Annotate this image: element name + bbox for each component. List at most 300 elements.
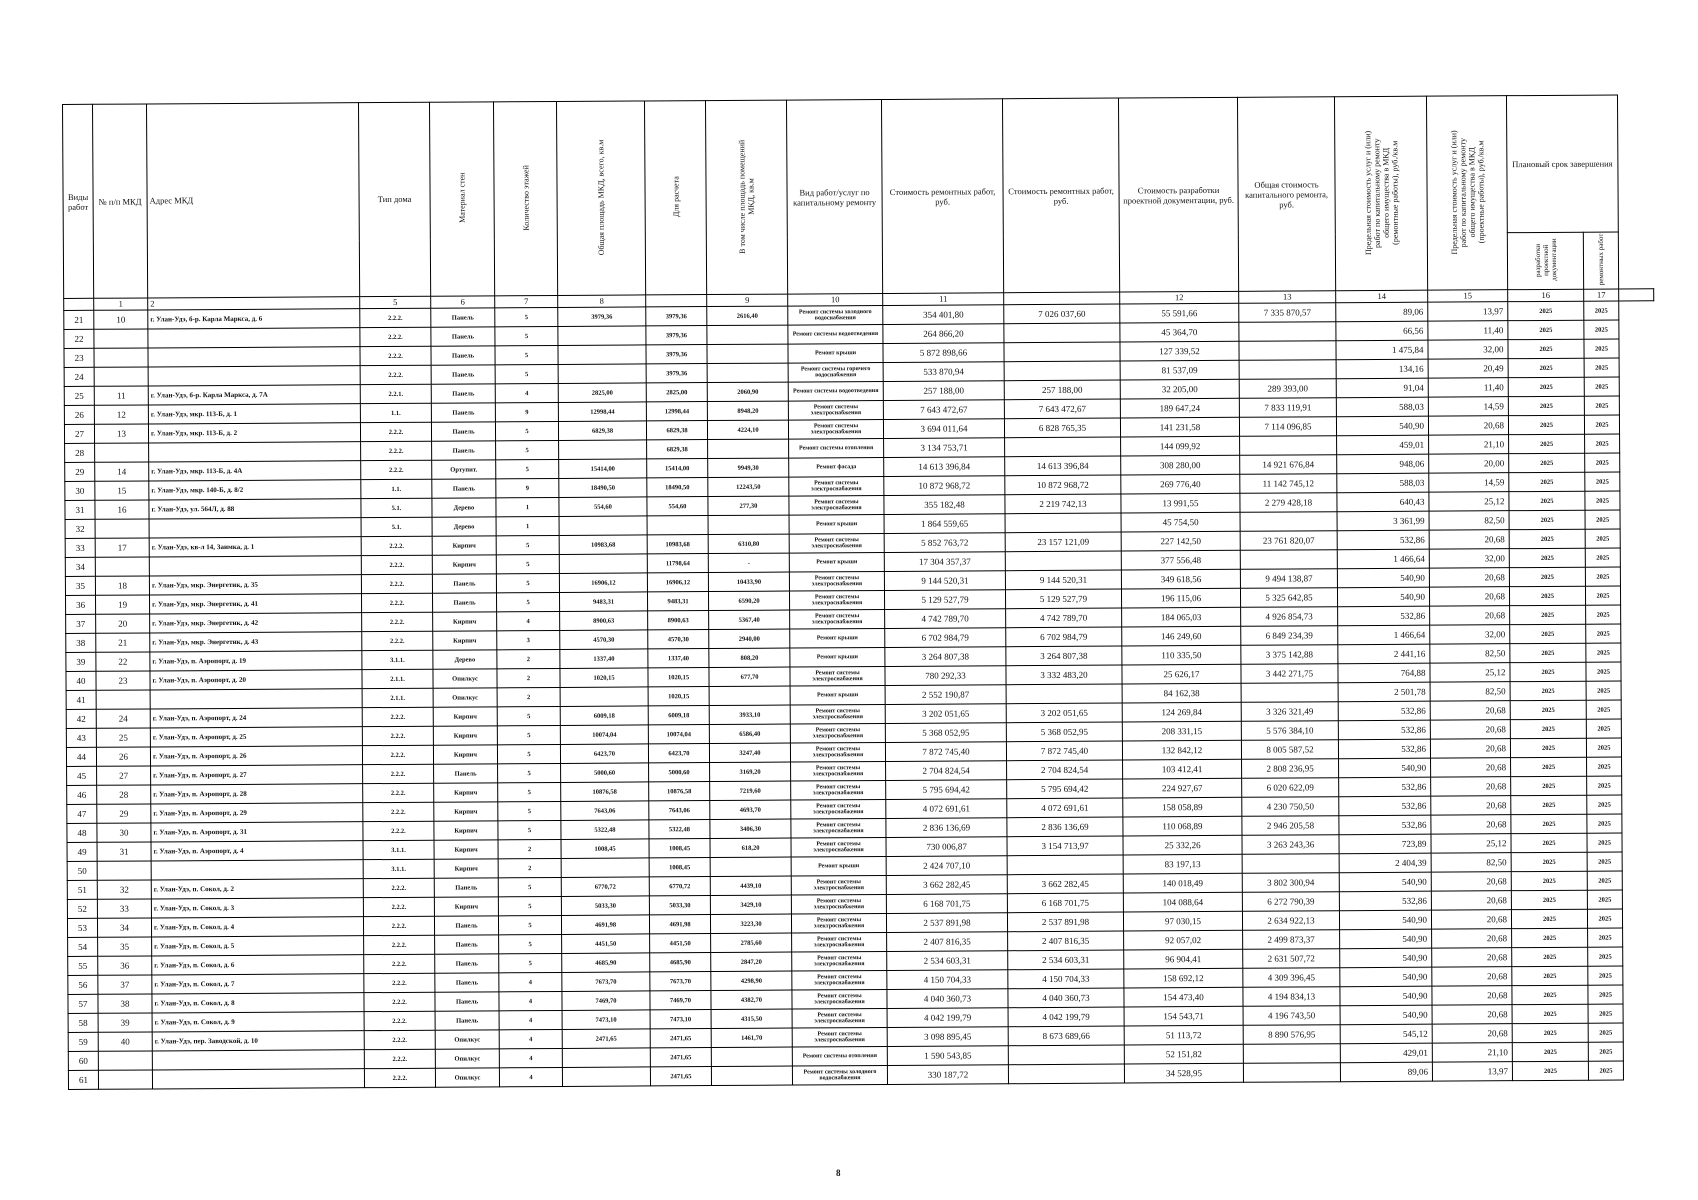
- work-type: Ремонт системы электроснабжения: [791, 780, 886, 800]
- total-cost: 6 849 234,39: [1241, 626, 1338, 646]
- address: г. Улан-Удэ, п. Сокол, д. 2: [151, 879, 363, 899]
- deadline-repair: 2025: [1584, 377, 1619, 396]
- total-cost: [1239, 322, 1336, 342]
- premises-area: [707, 344, 788, 363]
- deadline-design: 2025: [1512, 966, 1588, 985]
- repair-cost: 5 129 527,79: [884, 590, 1005, 610]
- floors: 5: [498, 820, 561, 839]
- wall-material: Кирпич: [434, 897, 498, 916]
- premises-area: 4298,90: [711, 971, 792, 990]
- deadline-design: 2025: [1512, 985, 1588, 1004]
- deadline-repair: 2025: [1585, 491, 1620, 510]
- work-type: Ремонт системы электроснабжения: [792, 989, 887, 1009]
- address: [149, 518, 361, 538]
- total-area: 1020,15: [560, 668, 648, 688]
- wall-material: Кирпич: [434, 821, 498, 840]
- address: г. Улан-Удэ, п. Аэропорт, д. 27: [151, 765, 363, 785]
- repair-cost-total: 7 872 745,40: [1006, 741, 1122, 761]
- repair-cost: 533 870,94: [883, 362, 1004, 382]
- design-cost: 13 991,55: [1121, 493, 1240, 513]
- deadline-design: 2025: [1512, 1004, 1588, 1023]
- building-number: 28: [97, 785, 151, 804]
- total-area: 10876,58: [561, 782, 649, 802]
- wall-material: Панель: [435, 935, 499, 954]
- calc-area: 1337,40: [648, 649, 709, 668]
- design-cost: 224 927,67: [1123, 778, 1242, 798]
- row-number: 53: [67, 918, 97, 937]
- work-type: Ремонт системы отопления: [792, 1046, 887, 1066]
- wall-material: Кирпич: [432, 555, 496, 574]
- floors: 1: [496, 516, 559, 535]
- row-number: 24: [64, 367, 94, 386]
- repair-cost-total: 6 168 701,75: [1007, 893, 1123, 913]
- repair-cost: 10 872 968,72: [884, 476, 1005, 496]
- calc-area: 4691,98: [649, 915, 710, 934]
- total-area: 8900,63: [560, 611, 648, 631]
- design-cost: 25 626,17: [1122, 664, 1241, 684]
- house-type: 3.1.1.: [363, 859, 434, 878]
- total-area: 10074,04: [560, 725, 648, 745]
- work-type: Ремонт системы электроснабжения: [792, 951, 887, 971]
- design-cost: 25 332,26: [1123, 835, 1242, 855]
- row-number: 26: [64, 405, 94, 424]
- row-number: 55: [68, 956, 98, 975]
- building-number: [98, 1070, 152, 1089]
- header-house-type: Тип дома: [358, 102, 430, 296]
- floors: 5: [496, 440, 559, 459]
- repair-cost: 4 072 691,61: [886, 799, 1007, 819]
- wall-material: Опилкус: [435, 1068, 499, 1087]
- deadline-design: 2025: [1508, 415, 1584, 434]
- house-type: 2.2.2.: [362, 707, 433, 726]
- design-cost: 158 058,89: [1123, 797, 1242, 817]
- total-cost: [1239, 360, 1336, 380]
- address: г. Улан-Удэ, мкр. Энергетик, д. 41: [150, 594, 362, 614]
- address: [148, 366, 360, 386]
- row-number: 35: [65, 576, 95, 595]
- header-row: [63, 95, 1654, 242]
- premises-area: [710, 857, 791, 876]
- repair-cost-total: 3 662 282,45: [1007, 874, 1123, 894]
- house-type: 2.2.2.: [364, 1049, 435, 1068]
- work-type: Ремонт системы электроснабжения: [790, 704, 885, 724]
- row-number: 43: [66, 728, 96, 747]
- limit-repair: 2 501,78: [1338, 682, 1430, 702]
- wall-material: Кирпич: [434, 840, 498, 859]
- house-type: 2.2.2.: [363, 916, 434, 935]
- repair-cost: 3 694 011,64: [883, 419, 1004, 439]
- row-number: 51: [67, 880, 97, 899]
- building-number: 26: [96, 747, 150, 766]
- house-type: 2.2.2.: [363, 764, 434, 783]
- repair-cost-total: 6 828 765,35: [1004, 418, 1120, 438]
- building-number: 34: [97, 918, 151, 937]
- row-number: 49: [67, 842, 97, 861]
- limit-repair: 540,90: [1339, 910, 1431, 930]
- repair-cost-total: 2 836 136,69: [1007, 817, 1123, 837]
- address: г. Улан-Удэ, п. Сокол, д. 3: [151, 898, 363, 918]
- building-number: 12: [94, 405, 148, 424]
- total-area: 7673,70: [562, 972, 650, 992]
- col-number: 10: [788, 293, 883, 306]
- total-cost: 6 020 622,09: [1242, 778, 1339, 798]
- deadline-design: 2025: [1508, 339, 1584, 358]
- wall-material: Дерево: [433, 650, 497, 669]
- premises-area: -: [708, 553, 789, 572]
- repair-cost-total: [1007, 855, 1123, 875]
- limit-design: 13,97: [1432, 1062, 1512, 1081]
- premises-area: 4315,50: [711, 1009, 792, 1028]
- building-number: [94, 329, 148, 348]
- floors: 5: [498, 782, 561, 801]
- calc-area: 18490,50: [647, 478, 708, 497]
- house-type: 2.2.2.: [362, 612, 433, 631]
- premises-area: 618,20: [710, 838, 791, 857]
- floors: 5: [499, 953, 562, 972]
- calc-area: 2471,65: [650, 1067, 711, 1086]
- house-type: 1.1.: [361, 479, 432, 498]
- wall-material: Панель: [435, 992, 499, 1011]
- deadline-repair: 2025: [1584, 396, 1619, 415]
- house-type: 3.1.1.: [363, 840, 434, 859]
- row-number: 29: [65, 462, 95, 481]
- repair-cost-total: 3 264 807,38: [1006, 646, 1122, 666]
- total-cost: [1241, 683, 1338, 703]
- row-number: 50: [67, 861, 97, 880]
- address: [148, 347, 360, 367]
- deadline-repair: 2025: [1586, 738, 1621, 757]
- floors: 2: [497, 668, 560, 687]
- design-cost: 34 528,95: [1124, 1063, 1243, 1083]
- repair-cost: 4 742 789,70: [885, 609, 1006, 629]
- row-number: 36: [66, 595, 96, 614]
- design-cost: 55 591,66: [1120, 303, 1239, 323]
- limit-repair: 91,04: [1336, 378, 1428, 398]
- address: г. Улан-Удэ, мкр. 113-Б, д. 2: [148, 423, 360, 443]
- floors: 5: [495, 421, 558, 440]
- floors: 5: [495, 326, 558, 345]
- premises-area: 4382,70: [711, 990, 792, 1009]
- total-cost: 3 375 142,88: [1241, 645, 1338, 665]
- total-area: 7469,70: [562, 991, 650, 1011]
- total-area: 5033,30: [561, 896, 649, 916]
- repair-cost: 1 864 559,65: [884, 514, 1005, 534]
- address: [149, 556, 361, 576]
- work-type: Ремонт крыши: [789, 552, 884, 572]
- header-cost-1: Стоимость ремонтных работ, руб.: [881, 99, 1003, 294]
- calc-area: 2471,65: [650, 1029, 711, 1048]
- limit-repair: 1 475,84: [1336, 340, 1428, 360]
- repair-cost-total: [1005, 437, 1121, 457]
- deadline-repair: 2025: [1585, 434, 1620, 453]
- floors: 5: [495, 307, 558, 326]
- header-deadline-design: разработки проектной документации: [1507, 232, 1583, 289]
- work-type: Ремонт фасада: [789, 457, 884, 477]
- design-cost: 227 142,50: [1121, 531, 1240, 551]
- address: [150, 689, 362, 709]
- repair-cost: 264 866,20: [883, 324, 1004, 344]
- calc-area: 1008,45: [649, 858, 710, 877]
- deadline-repair: 2025: [1586, 719, 1621, 738]
- building-number: [98, 1051, 152, 1070]
- col-number: 16: [1508, 289, 1584, 301]
- limit-design: 20,68: [1430, 720, 1510, 739]
- limit-repair: 588,03: [1336, 397, 1428, 417]
- limit-design: 82,50: [1430, 644, 1510, 663]
- col-number: 15: [1428, 290, 1508, 302]
- header-for-calc: Для расчета: [644, 101, 706, 295]
- premises-area: 4439,10: [710, 876, 791, 895]
- limit-repair: 540,90: [1340, 929, 1432, 949]
- address: г. Улан-Удэ, п. Аэропорт, д. 29: [151, 803, 363, 823]
- limit-repair: 532,86: [1338, 701, 1430, 721]
- work-type: Ремонт системы электроснабжения: [788, 419, 883, 439]
- premises-area: 3223,30: [710, 914, 791, 933]
- building-number: [95, 443, 149, 462]
- deadline-design: 2025: [1511, 795, 1587, 814]
- limit-design: 20,68: [1432, 929, 1512, 948]
- total-cost: 7 335 870,57: [1239, 303, 1336, 323]
- total-area: 2471,65: [562, 1029, 650, 1049]
- total-area: 4685,90: [562, 953, 650, 973]
- floors: 9: [495, 402, 558, 421]
- wall-material: Панель: [431, 422, 495, 441]
- floors: 5: [497, 725, 560, 744]
- wall-material: Панель: [435, 1011, 499, 1030]
- limit-repair: 540,90: [1340, 1005, 1432, 1025]
- total-area: 6770,72: [561, 877, 649, 897]
- limit-design: 20,68: [1432, 1005, 1512, 1024]
- calc-area: 3979,36: [646, 307, 707, 326]
- calc-area: 5033,30: [649, 896, 710, 915]
- wall-material: Кирпич: [433, 612, 497, 631]
- house-type: 2.1.1.: [362, 688, 433, 707]
- address: г. Улан-Удэ, п. Аэропорт, д. 20: [150, 670, 362, 690]
- repair-cost-total: 3 202 051,65: [1006, 703, 1122, 723]
- design-cost: 208 331,15: [1122, 721, 1241, 741]
- premises-area: 2940,00: [709, 629, 790, 648]
- repair-cost: 6 702 984,79: [885, 628, 1006, 648]
- repair-cost: 3 134 753,71: [884, 438, 1005, 458]
- total-area: 5000,60: [561, 763, 649, 783]
- building-number: 23: [96, 671, 150, 690]
- floors: 4: [499, 1048, 562, 1067]
- house-type: 2.2.2.: [363, 821, 434, 840]
- repair-cost-total: [1006, 684, 1122, 704]
- col-number: 1: [94, 298, 148, 310]
- floors: 4: [499, 991, 562, 1010]
- deadline-design: 2025: [1508, 358, 1584, 377]
- building-number: [95, 519, 149, 538]
- repair-cost: 9 144 520,31: [884, 571, 1005, 591]
- total-area: 16906,12: [559, 573, 647, 593]
- wall-material: Дерево: [432, 517, 496, 536]
- col-number: 17: [1584, 289, 1619, 301]
- register-rows: [64, 301, 1659, 1090]
- building-number: 27: [97, 766, 151, 785]
- total-cost: 289 393,00: [1239, 379, 1336, 399]
- work-type: Ремонт системы холодного водоснабжения: [788, 305, 883, 325]
- design-cost: 144 099,92: [1121, 436, 1240, 456]
- total-area: 6009,18: [560, 706, 648, 726]
- house-type: 2.2.2.: [364, 1030, 435, 1049]
- work-type: Ремонт системы электроснабжения: [790, 609, 885, 629]
- limit-repair: 532,86: [1339, 891, 1431, 911]
- limit-design: 13,97: [1428, 302, 1508, 321]
- row-number: 37: [66, 614, 96, 633]
- limit-repair: 948,06: [1337, 454, 1429, 474]
- total-cost: 8 890 576,95: [1243, 1025, 1340, 1045]
- deadline-repair: 2025: [1585, 567, 1620, 586]
- total-area: 6829,38: [558, 421, 646, 441]
- repair-cost: 3 264 807,38: [885, 647, 1006, 667]
- limit-repair: 532,86: [1339, 815, 1431, 835]
- calc-area: 9483,31: [647, 592, 708, 611]
- building-number: 20: [96, 614, 150, 633]
- deadline-design: 2025: [1509, 567, 1585, 586]
- limit-design: 82,50: [1431, 853, 1511, 872]
- repair-cost-total: 4 742 789,70: [1006, 608, 1122, 628]
- floors: 4: [497, 611, 560, 630]
- total-cost: 6 272 790,39: [1242, 892, 1339, 912]
- calc-area: 10876,58: [649, 782, 710, 801]
- deadline-design: 2025: [1509, 510, 1585, 529]
- total-area: 3979,36: [558, 307, 646, 327]
- header-total-cost: Общая стоимость капитального ремонта, руб.: [1237, 97, 1335, 292]
- total-area: 7473,10: [562, 1010, 650, 1030]
- house-type: 2.2.2.: [360, 365, 431, 384]
- deadline-repair: 2025: [1586, 605, 1621, 624]
- deadline-design: 2025: [1511, 776, 1587, 795]
- deadline-repair: 2025: [1586, 700, 1621, 719]
- limit-design: 20,68: [1430, 701, 1510, 720]
- address: [149, 442, 361, 462]
- total-cost: 2 946 205,58: [1242, 816, 1339, 836]
- total-area: [558, 345, 646, 365]
- premises-area: 9949,30: [708, 458, 789, 477]
- floors: 5: [498, 915, 561, 934]
- total-cost: [1243, 1063, 1340, 1083]
- header-wall-material: Материал стен: [429, 102, 494, 296]
- limit-design: 20,68: [1429, 587, 1509, 606]
- house-type: 2.2.2.: [361, 555, 432, 574]
- total-cost: [1240, 436, 1337, 456]
- total-area: [562, 1048, 650, 1068]
- limit-design: 20,68: [1431, 891, 1511, 910]
- wall-material: Панель: [431, 384, 495, 403]
- limit-design: 25,12: [1429, 492, 1509, 511]
- limit-repair: 2 404,39: [1339, 853, 1431, 873]
- design-cost: 104 088,64: [1123, 892, 1242, 912]
- total-cost: 5 325 642,85: [1240, 588, 1337, 608]
- calc-area: 6829,38: [646, 421, 707, 440]
- address: [152, 1050, 364, 1070]
- deadline-repair: 2025: [1587, 776, 1622, 795]
- building-number: 16: [95, 500, 149, 519]
- col-number: [1004, 292, 1120, 305]
- address: г. Улан-Удэ, мкр. Энергетик, д. 42: [150, 613, 362, 633]
- total-cost: 4 926 854,73: [1241, 607, 1338, 627]
- limit-design: 20,68: [1431, 796, 1511, 815]
- work-type: Ремонт системы холодного водоснабжения: [792, 1065, 887, 1085]
- calc-area: 16906,12: [647, 573, 708, 592]
- limit-repair: 89,06: [1340, 1062, 1432, 1082]
- wall-material: Кирпич: [434, 783, 498, 802]
- limit-design: 14,59: [1429, 473, 1509, 492]
- total-area: [562, 1067, 650, 1087]
- wall-material: Панель: [435, 973, 499, 992]
- premises-area: [708, 515, 789, 534]
- building-number: 40: [98, 1032, 152, 1051]
- deadline-design: 2025: [1510, 681, 1586, 700]
- repair-cost: 5 872 898,66: [883, 343, 1004, 363]
- row-number: 28: [65, 443, 95, 462]
- header-planned-deadline: Плановый срок завершения: [1506, 95, 1618, 233]
- total-cost: [1243, 1044, 1340, 1064]
- deadline-repair: 2025: [1587, 852, 1622, 871]
- deadline-design: 2025: [1509, 491, 1585, 510]
- row-number: 42: [66, 709, 96, 728]
- limit-design: 32,00: [1430, 625, 1510, 644]
- limit-repair: 540,90: [1340, 967, 1432, 987]
- limit-design: 20,68: [1429, 568, 1509, 587]
- design-cost: 51 113,72: [1124, 1025, 1243, 1045]
- work-type: Ремонт системы электроснабжения: [790, 742, 885, 762]
- address: г. Улан-Удэ, ул. 564Л, д. 88: [149, 499, 361, 519]
- calc-area: [647, 516, 708, 535]
- total-cost: 9 494 138,87: [1240, 569, 1337, 589]
- deadline-repair: 2025: [1585, 586, 1620, 605]
- design-cost: 377 556,48: [1121, 550, 1240, 570]
- design-cost: 154 473,40: [1124, 987, 1243, 1007]
- limit-repair: 540,90: [1337, 568, 1429, 588]
- header-premises-area: В том числе площадь помещений МКД, кв.м: [705, 100, 787, 294]
- house-type: 2.2.2.: [364, 1011, 435, 1030]
- work-type: Ремонт системы электроснабжения: [789, 476, 884, 496]
- repair-cost: 355 182,48: [884, 495, 1005, 515]
- capital-repair-register-table: [62, 94, 1659, 1090]
- floors: 4: [499, 972, 562, 991]
- row-number: 23: [64, 348, 94, 367]
- floors: 5: [496, 459, 559, 478]
- design-cost: 184 065,03: [1122, 607, 1241, 627]
- design-cost: 269 776,40: [1121, 474, 1240, 494]
- address: г. Улан-Удэ, п. Аэропорт, д. 31: [151, 822, 363, 842]
- house-type: 2.2.2.: [364, 992, 435, 1011]
- premises-area: 6590,20: [708, 591, 789, 610]
- floors: 5: [499, 934, 562, 953]
- deadline-repair: 2025: [1587, 757, 1622, 776]
- calc-area: 6423,70: [648, 744, 709, 763]
- building-number: 33: [97, 899, 151, 918]
- deadline-repair: 2025: [1584, 339, 1619, 358]
- address: г. Улан-Удэ, п. Аэропорт, д. 26: [150, 746, 362, 766]
- deadline-design: 2025: [1512, 1042, 1588, 1061]
- col-number: [646, 295, 707, 307]
- building-number: 19: [96, 595, 150, 614]
- premises-area: [711, 1066, 792, 1085]
- header-cost-2: Стоимость ремонтных работ, руб.: [1002, 98, 1119, 293]
- repair-cost: 6 168 701,75: [886, 894, 1007, 914]
- building-number: 13: [94, 424, 148, 443]
- calc-area: 7673,70: [650, 972, 711, 991]
- building-number: 11: [94, 386, 148, 405]
- deadline-design: 2025: [1511, 890, 1587, 909]
- deadline-design: 2025: [1510, 738, 1586, 757]
- address: г. Улан-Удэ, б-р. Карла Маркса, д. 6: [148, 309, 360, 329]
- limit-repair: 2 441,16: [1338, 644, 1430, 664]
- wall-material: Кирпич: [434, 859, 498, 878]
